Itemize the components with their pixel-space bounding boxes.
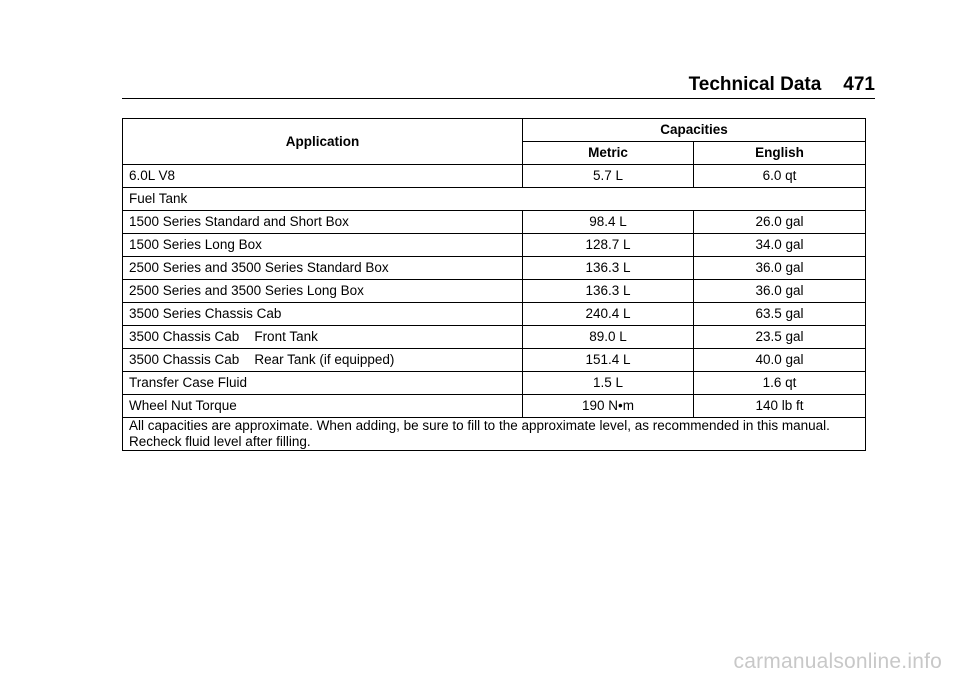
table-header-row [123, 119, 866, 142]
row-label: 2500 Series and 3500 Series Long Box [123, 280, 523, 303]
row-metric: 98.4 L [523, 211, 694, 234]
row-metric: 136.3 L [523, 257, 694, 280]
page-header [122, 74, 875, 96]
capacities-header: Capacities [523, 119, 866, 142]
row-metric: 240.4 L [523, 303, 694, 326]
row-label: Transfer Case Fluid [123, 372, 523, 395]
row-label: Fuel Tank [123, 188, 866, 211]
table-row [123, 234, 866, 257]
table-row [123, 395, 866, 418]
watermark: carmanualsonline.info [733, 650, 942, 673]
row-label: 2500 Series and 3500 Series Standard Box [123, 257, 523, 280]
page-number: 471 [843, 74, 875, 95]
row-label: 3500 Chassis Cab Rear Tank (if equipped) [123, 349, 523, 372]
row-metric: 1.5 L [523, 372, 694, 395]
row-english: 6.0 qt [694, 165, 866, 188]
row-label: 6.0L V8 [123, 165, 523, 188]
row-metric: 151.4 L [523, 349, 694, 372]
table-row [123, 303, 866, 326]
row-english: 36.0 gal [694, 257, 866, 280]
row-metric: 136.3 L [523, 280, 694, 303]
row-metric: 128.7 L [523, 234, 694, 257]
row-metric: 190 N•m [523, 395, 694, 418]
row-english: 140 lb ft [694, 395, 866, 418]
table-row [123, 349, 866, 372]
table-row [123, 188, 866, 211]
table-row [123, 165, 866, 188]
row-label: 1500 Series Long Box [123, 234, 523, 257]
section-title: Technical Data [688, 74, 822, 95]
application-header: Application [123, 119, 523, 165]
row-english: 34.0 gal [694, 234, 866, 257]
header-rule [122, 98, 875, 99]
capacities-table [122, 118, 866, 451]
row-english: 26.0 gal [694, 211, 866, 234]
english-header: English [694, 142, 866, 165]
row-label: Wheel Nut Torque [123, 395, 523, 418]
table-row [123, 257, 866, 280]
row-english: 63.5 gal [694, 303, 866, 326]
row-label: 3500 Chassis Cab Front Tank [123, 326, 523, 349]
row-english: 23.5 gal [694, 326, 866, 349]
table-row [123, 326, 866, 349]
table-row [123, 211, 866, 234]
row-metric: 5.7 L [523, 165, 694, 188]
row-label: 1500 Series Standard and Short Box [123, 211, 523, 234]
table-row [123, 372, 866, 395]
table-note-row [123, 418, 866, 451]
row-label: 3500 Series Chassis Cab [123, 303, 523, 326]
row-english: 40.0 gal [694, 349, 866, 372]
row-english: 1.6 qt [694, 372, 866, 395]
row-english: 36.0 gal [694, 280, 866, 303]
capacities-note: All capacities are approximate. When adding, be sure to fill to the approximate level, as recommended in this manual. Recheck fluid level after filling. [123, 418, 866, 451]
table-row [123, 280, 866, 303]
row-metric: 89.0 L [523, 326, 694, 349]
metric-header: Metric [523, 142, 694, 165]
